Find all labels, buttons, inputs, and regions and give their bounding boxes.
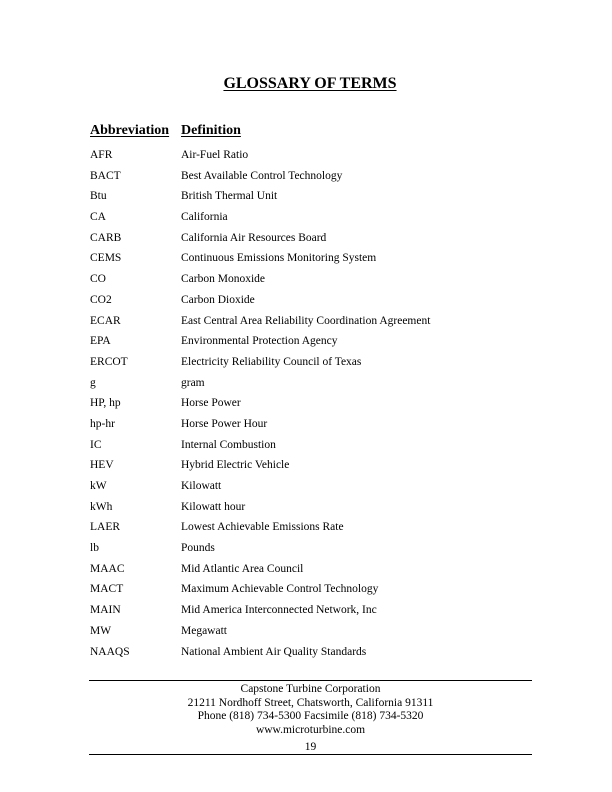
glossary-row <box>0 539 612 560</box>
term-abbreviation: CEMS <box>90 252 122 265</box>
glossary-row <box>0 312 612 333</box>
abbreviation-header-label: Abbreviation <box>90 123 170 138</box>
term-abbreviation: AFR <box>90 149 113 161</box>
glossary-row <box>0 436 612 457</box>
term-abbreviation: HP, hp <box>90 397 121 410</box>
term-definition: Mid America Interconnected Network, Inc <box>181 604 377 617</box>
term-abbreviation: kW <box>90 480 107 492</box>
definition-column-header <box>181 122 241 140</box>
term-abbreviation: BACT <box>90 169 121 182</box>
term-abbreviation: ECAR <box>90 314 121 327</box>
term-abbreviation: MACT <box>90 583 124 596</box>
term-abbreviation: lb <box>90 542 99 555</box>
term-definition: Best Available Control Technology <box>181 169 343 182</box>
term-abbreviation: MW <box>90 624 112 637</box>
glossary-row <box>0 498 612 519</box>
term-abbreviation: NAAQS <box>90 645 130 658</box>
term-abbreviation: ERCOT <box>90 355 128 368</box>
page-number: 19 <box>304 741 317 753</box>
glossary-row <box>0 643 612 664</box>
abbreviation-column-header <box>90 122 169 140</box>
glossary-row <box>0 601 612 622</box>
term-abbreviation: kWh <box>90 500 113 513</box>
footer-address: 21211 Nordhoff Street, Chatsworth, California 91311 <box>187 696 434 709</box>
term-definition: Mid Atlantic Area Council <box>181 562 304 575</box>
term-abbreviation: CARB <box>90 231 122 244</box>
term-definition: Carbon Dioxide <box>181 293 255 306</box>
term-definition: Internal Combustion <box>181 438 276 451</box>
glossary-row <box>0 622 612 643</box>
term-abbreviation: MAAC <box>90 562 125 575</box>
term-definition: Megawatt <box>181 624 227 637</box>
term-definition: British Thermal Unit <box>181 190 278 203</box>
term-definition: Hybrid Electric Vehicle <box>181 459 290 472</box>
term-definition: Electricity Reliability Council of Texas <box>181 355 362 368</box>
glossary-row <box>0 394 612 415</box>
footer <box>89 683 532 737</box>
term-definition: Continuous Emissions Monitoring System <box>181 252 377 265</box>
term-definition: Kilowatt <box>181 480 222 492</box>
glossary-row <box>0 291 612 312</box>
term-abbreviation: Btu <box>90 190 107 203</box>
term-definition: Environmental Protection Agency <box>181 335 338 348</box>
term-abbreviation: MAIN <box>90 604 121 617</box>
footer-bottom-rule <box>89 754 532 755</box>
glossary-row <box>0 208 612 229</box>
glossary-row <box>0 374 612 395</box>
footer-website-link[interactable]: www.microturbine.com <box>255 723 366 736</box>
term-abbreviation: CO2 <box>90 293 112 306</box>
glossary-row <box>0 560 612 581</box>
term-definition: Horse Power Hour <box>181 417 268 430</box>
term-abbreviation: CO <box>90 273 106 286</box>
glossary-row <box>0 580 612 601</box>
glossary-row <box>0 146 612 167</box>
term-definition: National Ambient Air Quality Standards <box>181 645 367 658</box>
term-definition: Pounds <box>181 542 215 555</box>
glossary-row <box>0 167 612 188</box>
term-abbreviation: CA <box>90 211 106 224</box>
term-abbreviation: g <box>90 376 96 389</box>
glossary-row <box>0 415 612 436</box>
term-definition: California <box>181 211 228 224</box>
term-definition: California Air Resources Board <box>181 231 327 244</box>
term-definition: Kilowatt hour <box>181 500 246 513</box>
glossary-row <box>0 229 612 250</box>
glossary-row <box>0 270 612 291</box>
glossary-row <box>0 353 612 374</box>
glossary-row <box>0 187 612 208</box>
term-definition: Air-Fuel Ratio <box>181 149 249 161</box>
page-title: GLOSSARY OF TERMS <box>223 75 397 92</box>
term-definition: Maximum Achievable Control Technology <box>181 583 379 596</box>
glossary-row <box>0 477 612 498</box>
term-definition: East Central Area Reliability Coordination Agreement <box>181 314 431 327</box>
term-abbreviation: EPA <box>90 335 111 348</box>
term-definition: Lowest Achievable Emissions Rate <box>181 521 344 534</box>
term-definition: gram <box>181 376 205 389</box>
definition-header-label: Definition <box>181 123 241 138</box>
term-abbreviation: LAER <box>90 521 121 534</box>
term-abbreviation: HEV <box>90 459 114 472</box>
term-definition: Carbon Monoxide <box>181 273 266 286</box>
footer-company: Capstone Turbine Corporation <box>240 683 381 695</box>
glossary-row <box>0 518 612 539</box>
glossary-row <box>0 456 612 477</box>
footer-top-rule <box>89 680 532 681</box>
footer-phone: Phone (818) 734-5300 Facsimile (818) 734-5320 <box>197 710 424 722</box>
term-abbreviation: IC <box>90 438 102 451</box>
glossary-row <box>0 332 612 353</box>
term-abbreviation: hp-hr <box>90 417 115 430</box>
term-definition: Horse Power <box>181 397 241 410</box>
glossary-list <box>0 146 612 663</box>
glossary-row <box>0 249 612 270</box>
